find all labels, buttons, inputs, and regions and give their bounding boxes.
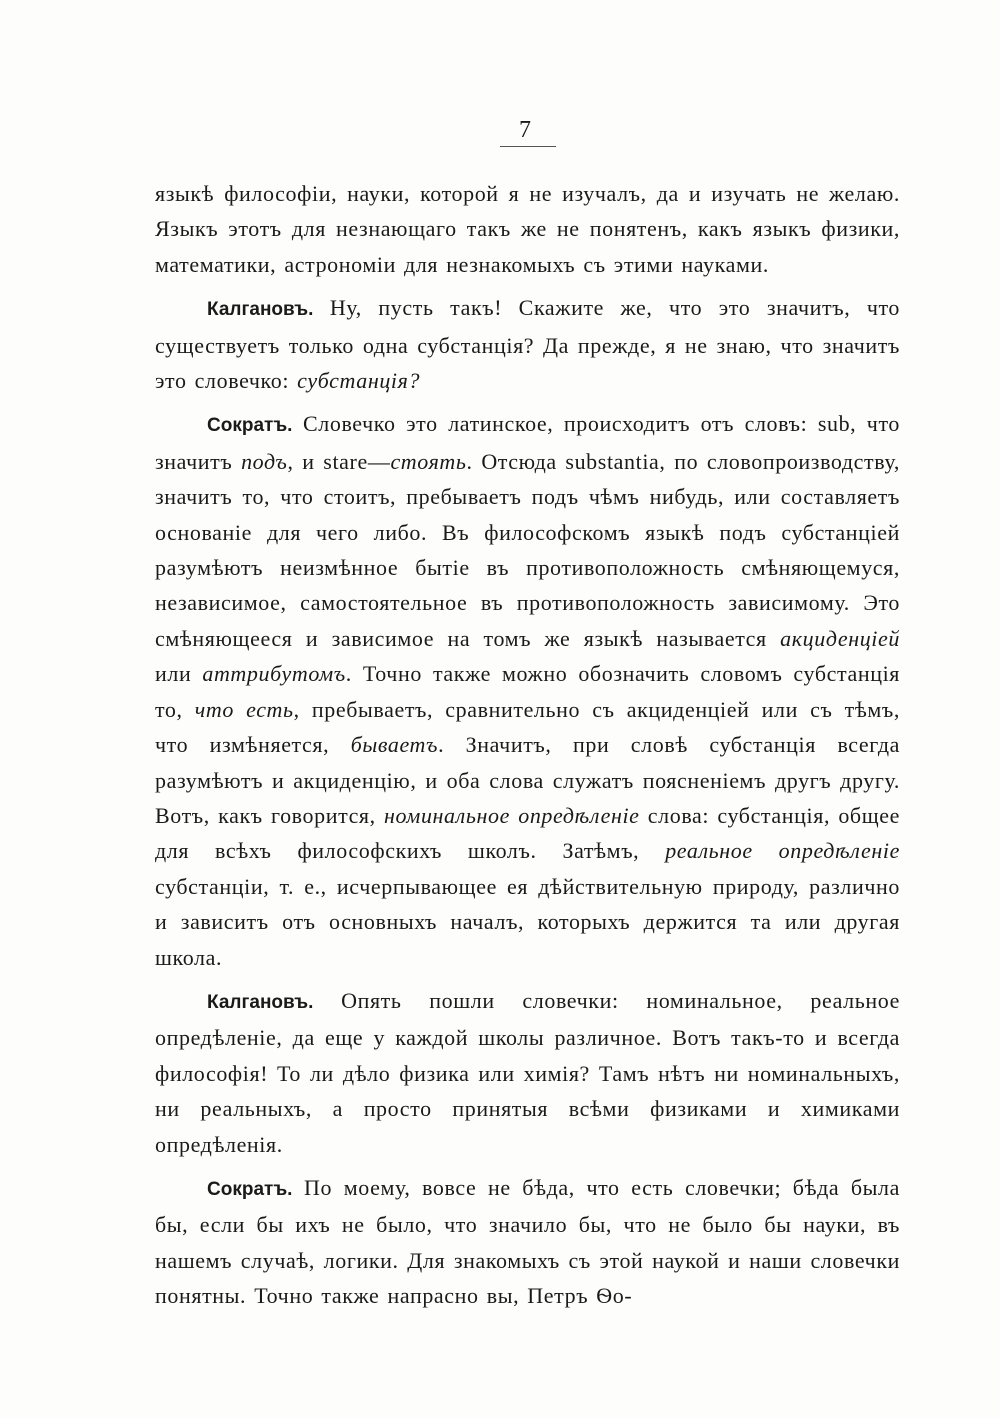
italic-term: аттрибутомъ bbox=[202, 661, 346, 687]
italic-term: субстанція? bbox=[297, 368, 421, 394]
italic-term: подъ bbox=[241, 448, 288, 474]
italic-term: номинальное опредѣленіе bbox=[384, 802, 640, 828]
paragraph bbox=[155, 983, 900, 1162]
text-run: слова: субстанція, общее для всѣхъ философскихъ школъ. Затѣмъ, bbox=[155, 802, 900, 864]
paragraph bbox=[155, 406, 900, 975]
page-number: 7 bbox=[519, 117, 531, 143]
body-text bbox=[155, 176, 900, 1322]
text-run: . Значитъ, при словѣ субстанція всегда разумѣютъ и акциденцію, и оба слова служатъ поясненіемъ другъ другу. Вотъ, какъ говорится, bbox=[155, 732, 900, 828]
text-run: . Точно также можно обозначить словомъ субстанція то, bbox=[155, 661, 900, 722]
text-run: субстанціи, т. е., исчерпывающее ея дѣйствительную природу, различно и зависитъ отъ основныхъ началъ, которыхъ держится та или другая школа. bbox=[155, 873, 900, 970]
speaker-name: Калгановъ. bbox=[207, 991, 314, 1013]
text-run: Ну, пусть такъ! Скажите же, что это значитъ, что существуетъ только одна субстанція? Да прежде, я не знаю, что значитъ это словечко: bbox=[155, 295, 901, 394]
text-run: . Отсюда substantia, по словопроизводству, значитъ то, что стоитъ, пребываетъ подъ чѣмъ нибудь, или составляетъ основаніе для чего либо. Въ философскомъ языкѣ подъ субстанціей разумѣютъ неизмѣнное бытіе въ противоположность смѣняющемуся, независимое, самостоятельное въ противоположность зависимому. Это смѣняющееся и зависимое на томъ же языкѣ называется bbox=[155, 448, 900, 651]
text-run: , пребываетъ, сравнительно съ акциденціей или съ тѣмъ, что измѣняется, bbox=[155, 696, 900, 758]
text-run: , и stare— bbox=[287, 448, 391, 474]
paragraph bbox=[155, 290, 900, 398]
text-run: По моему, вовсе не бѣда, что есть словечки; бѣда была бы, если бы ихъ не было, что значило бы, что не было бы науки, въ нашемъ случаѣ, логики. Для знакомыхъ съ этой наукой и наши словечки понятны. Точно также напрасно вы, Петръ Ѳо- bbox=[155, 1174, 900, 1309]
speaker-name: Сократъ. bbox=[207, 415, 293, 437]
italic-term: стоять bbox=[390, 448, 467, 474]
speaker-name: Сократъ. bbox=[207, 1178, 293, 1200]
text-run: или bbox=[155, 661, 203, 687]
paragraph bbox=[155, 1170, 900, 1314]
italic-term: реальное опредѣленіе bbox=[665, 838, 900, 864]
paragraph bbox=[155, 176, 900, 282]
text-run: языкѣ философіи, науки, которой я не изучалъ, да и изучать не желаю. Языкъ этотъ для незнающаго такъ же не понятенъ, какъ языкъ физики, математики, астрономіи для незнакомыхъ съ этими науками. bbox=[155, 181, 900, 277]
text-run: Опять пошли словечки: номинальное, реальное опредѣленіе, да еще у каждой школы различное. Вотъ такъ-то и всегда философія! То ли дѣло физика или химія? Тамъ нѣтъ ни номинальныхъ, ни реальныхъ, а просто принятыя всѣми физиками и химиками опредѣленія. bbox=[155, 987, 900, 1157]
text-run: Словечко это латинское, происходитъ отъ словъ: sub, что значитъ bbox=[155, 411, 900, 474]
page-number-rule bbox=[500, 146, 556, 147]
italic-term: акциденціей bbox=[780, 625, 900, 651]
italic-term: бываетъ bbox=[350, 732, 439, 758]
italic-term: что есть bbox=[194, 696, 294, 722]
speaker-name: Калгановъ. bbox=[207, 299, 314, 321]
